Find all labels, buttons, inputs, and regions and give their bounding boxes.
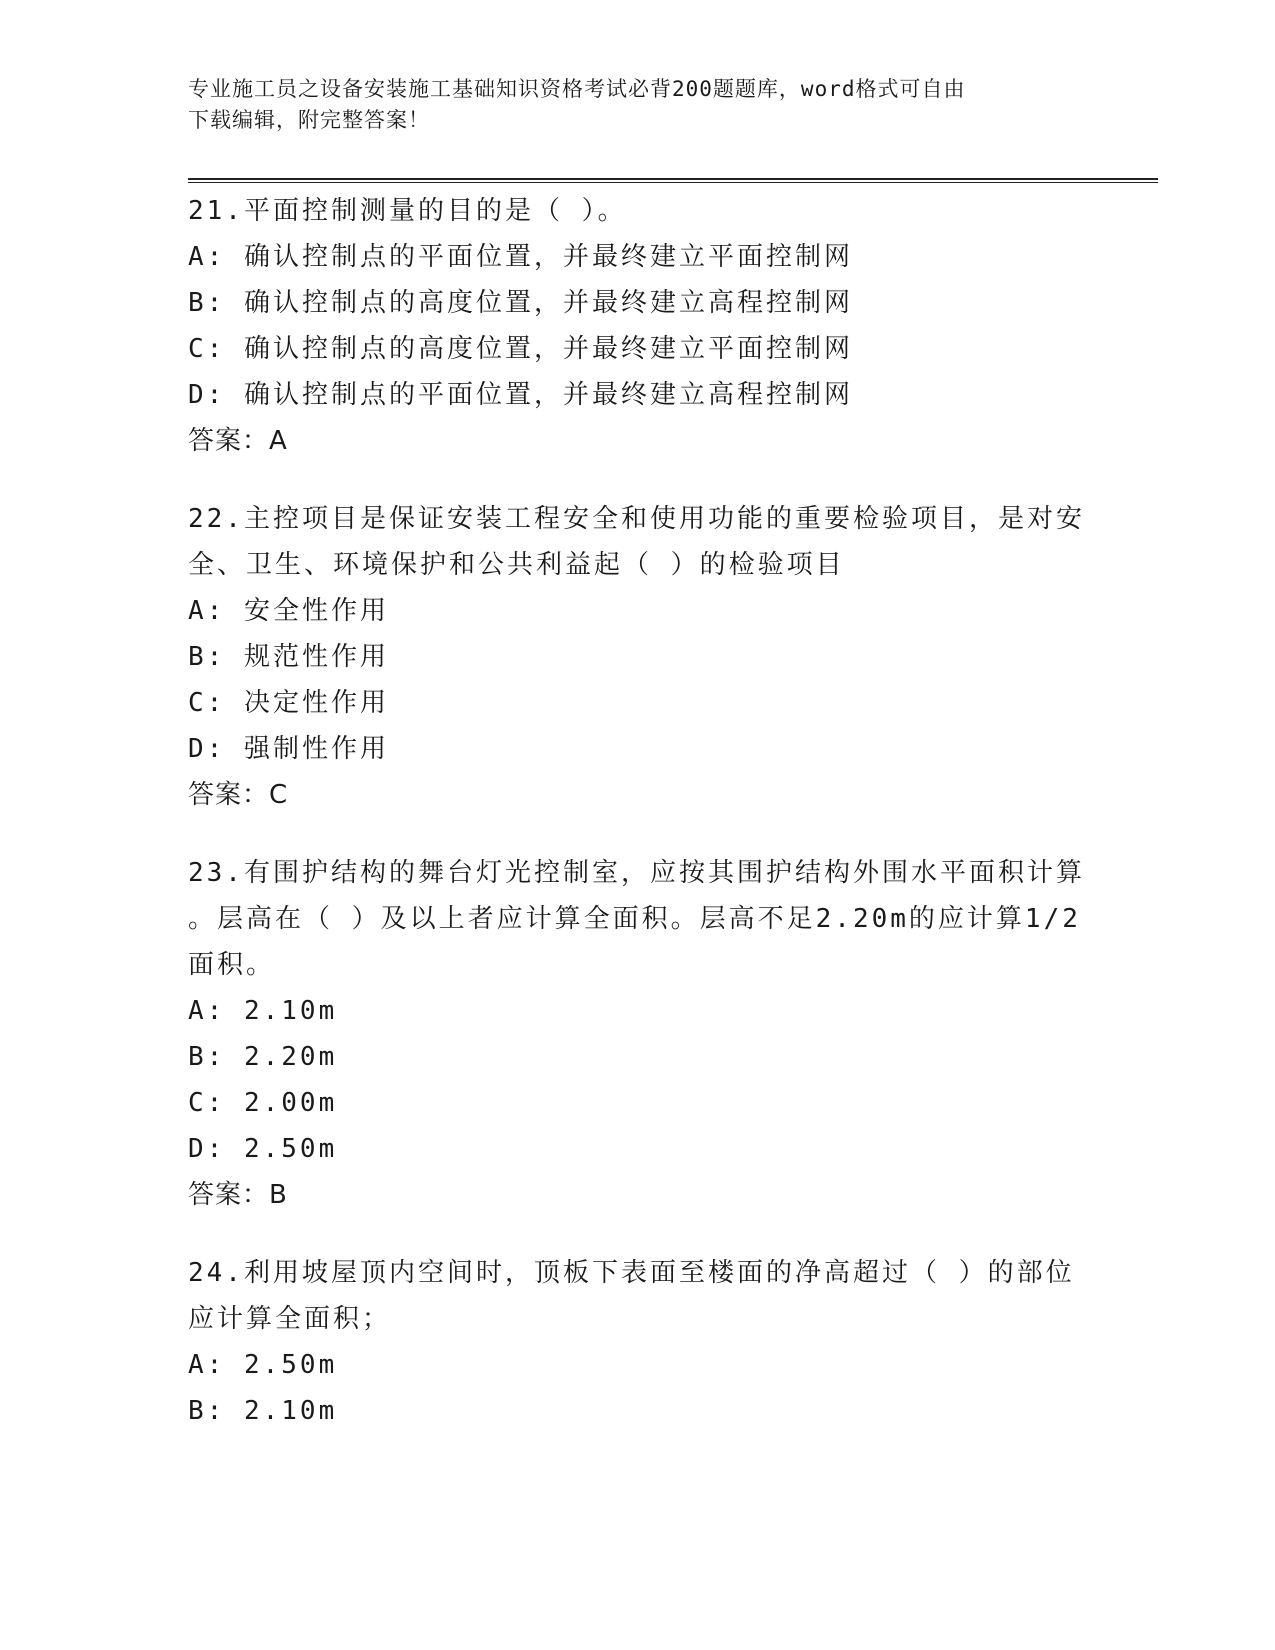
question-block [188,850,1088,1218]
header-line-1: 专业施工员之设备安装施工基础知识资格考试必背200题题库，word格式可自由 [188,77,966,101]
correct-answer: 答案：C [188,780,289,810]
answer-option: D: 强制性作用 [188,734,389,764]
answer-option: A: 2.10m [188,996,338,1026]
question-block [188,188,1088,464]
answer-option: B: 规范性作用 [188,642,389,672]
header-line-2: 下载编辑，附完整答案！ [188,108,430,132]
question-stem-line: 22.主控项目是保证安装工程安全和使用功能的重要检验项目，是对安 [188,504,1085,534]
question-list [188,188,1088,1466]
correct-answer: 答案：B [188,1180,288,1210]
header-divider-thick [188,178,1158,180]
answer-option: B: 2.20m [188,1042,338,1072]
answer-option: D: 2.50m [188,1134,338,1164]
answer-option: B: 确认控制点的高度位置，并最终建立高程控制网 [188,288,853,318]
answer-option: A: 确认控制点的平面位置，并最终建立平面控制网 [188,242,853,272]
answer-option: C: 决定性作用 [188,688,389,718]
question-block [188,1250,1088,1434]
correct-answer: 答案：A [188,426,288,456]
question-stem-line: 应计算全面积； [188,1304,392,1334]
question-stem-line: 全、卫生、环境保护和公共利益起（ ）的检验项目 [188,550,845,580]
answer-option: C: 2.00m [188,1088,338,1118]
answer-option: D: 确认控制点的平面位置，并最终建立高程控制网 [188,380,853,410]
answer-option: A: 安全性作用 [188,596,389,626]
answer-option: C: 确认控制点的高度位置，并最终建立平面控制网 [188,334,853,364]
question-stem-line: 。层高在（ ）及以上者应计算全面积。层高不足2.20m的应计算1/2 [188,904,1081,934]
question-stem-line: 21.平面控制测量的目的是（ ）。 [188,196,627,226]
answer-option: A: 2.50m [188,1350,338,1380]
answer-option: B: 2.10m [188,1396,338,1426]
question-stem-line: 24.利用坡屋顶内空间时，顶板下表面至楼面的净高超过（ ）的部位 [188,1258,1075,1288]
header-divider-thin [188,182,1158,183]
document-header [188,74,1078,136]
question-stem-line: 面积。 [188,950,276,980]
question-block [188,496,1088,818]
question-stem-line: 23.有围护结构的舞台灯光控制室，应按其围护结构外围水平面积计算 [188,858,1085,888]
